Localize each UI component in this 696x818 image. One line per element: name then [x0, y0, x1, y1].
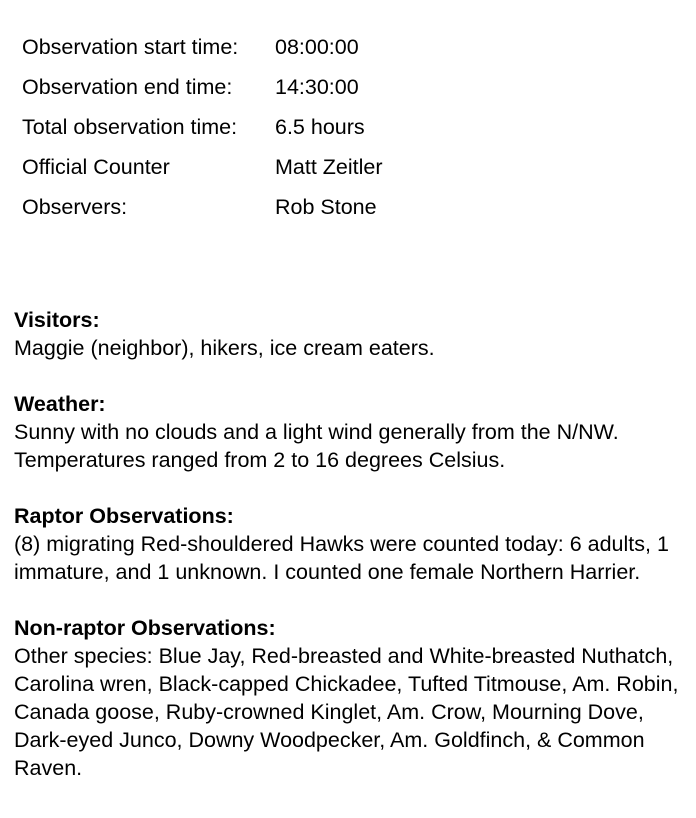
start-time-value: 08:00:00 [275, 35, 359, 59]
observation-summary-table [22, 27, 383, 227]
visitors-text: Maggie (neighbor), hikers, ice cream eaters. [14, 336, 435, 360]
non-raptor-observations-section [14, 614, 692, 782]
observers-row [22, 187, 383, 227]
official-counter-value: Matt Zeitler [275, 155, 383, 179]
weather-heading: Weather: [14, 392, 106, 416]
visitors-section [14, 306, 692, 362]
raptor-observations-text: (8) migrating Red-shouldered Hawks were counted today: 6 adults, 1 immature, and 1 unknown. I counted one female Northern Harrier. [14, 532, 669, 584]
start-time-label: Observation start time: [22, 35, 239, 59]
start-time-row [22, 27, 383, 67]
non-raptor-observations-text: Other species: Blue Jay, Red-breasted and White-breasted Nuthatch, Carolina wren, Black-capped Chickadee, Tufted Titmouse, Am. Robin, Canada goose, Ruby-crowned Kinglet, Am. Crow, Mourning Dove, Dark-eyed Junco, Downy Woodpecker, Am. Goldfinch, & Common Raven. [14, 644, 679, 780]
observers-label: Observers: [22, 195, 128, 219]
weather-section [14, 390, 692, 474]
visitors-heading: Visitors: [14, 308, 100, 332]
total-time-value: 6.5 hours [275, 115, 365, 139]
end-time-row [22, 67, 383, 107]
raptor-observations-heading: Raptor Observations: [14, 504, 234, 528]
observers-value: Rob Stone [275, 195, 377, 219]
end-time-label: Observation end time: [22, 75, 233, 99]
official-counter-row [22, 147, 383, 187]
end-time-value: 14:30:00 [275, 75, 359, 99]
non-raptor-observations-heading: Non-raptor Observations: [14, 616, 276, 640]
total-time-label: Total observation time: [22, 115, 238, 139]
report-body [14, 306, 692, 782]
official-counter-label: Official Counter [22, 155, 170, 179]
weather-text: Sunny with no clouds and a light wind generally from the N/NW. Temperatures ranged from 2 to 16 degrees Celsius. [14, 420, 619, 472]
total-time-row [22, 107, 383, 147]
raptor-observations-section [14, 502, 692, 586]
